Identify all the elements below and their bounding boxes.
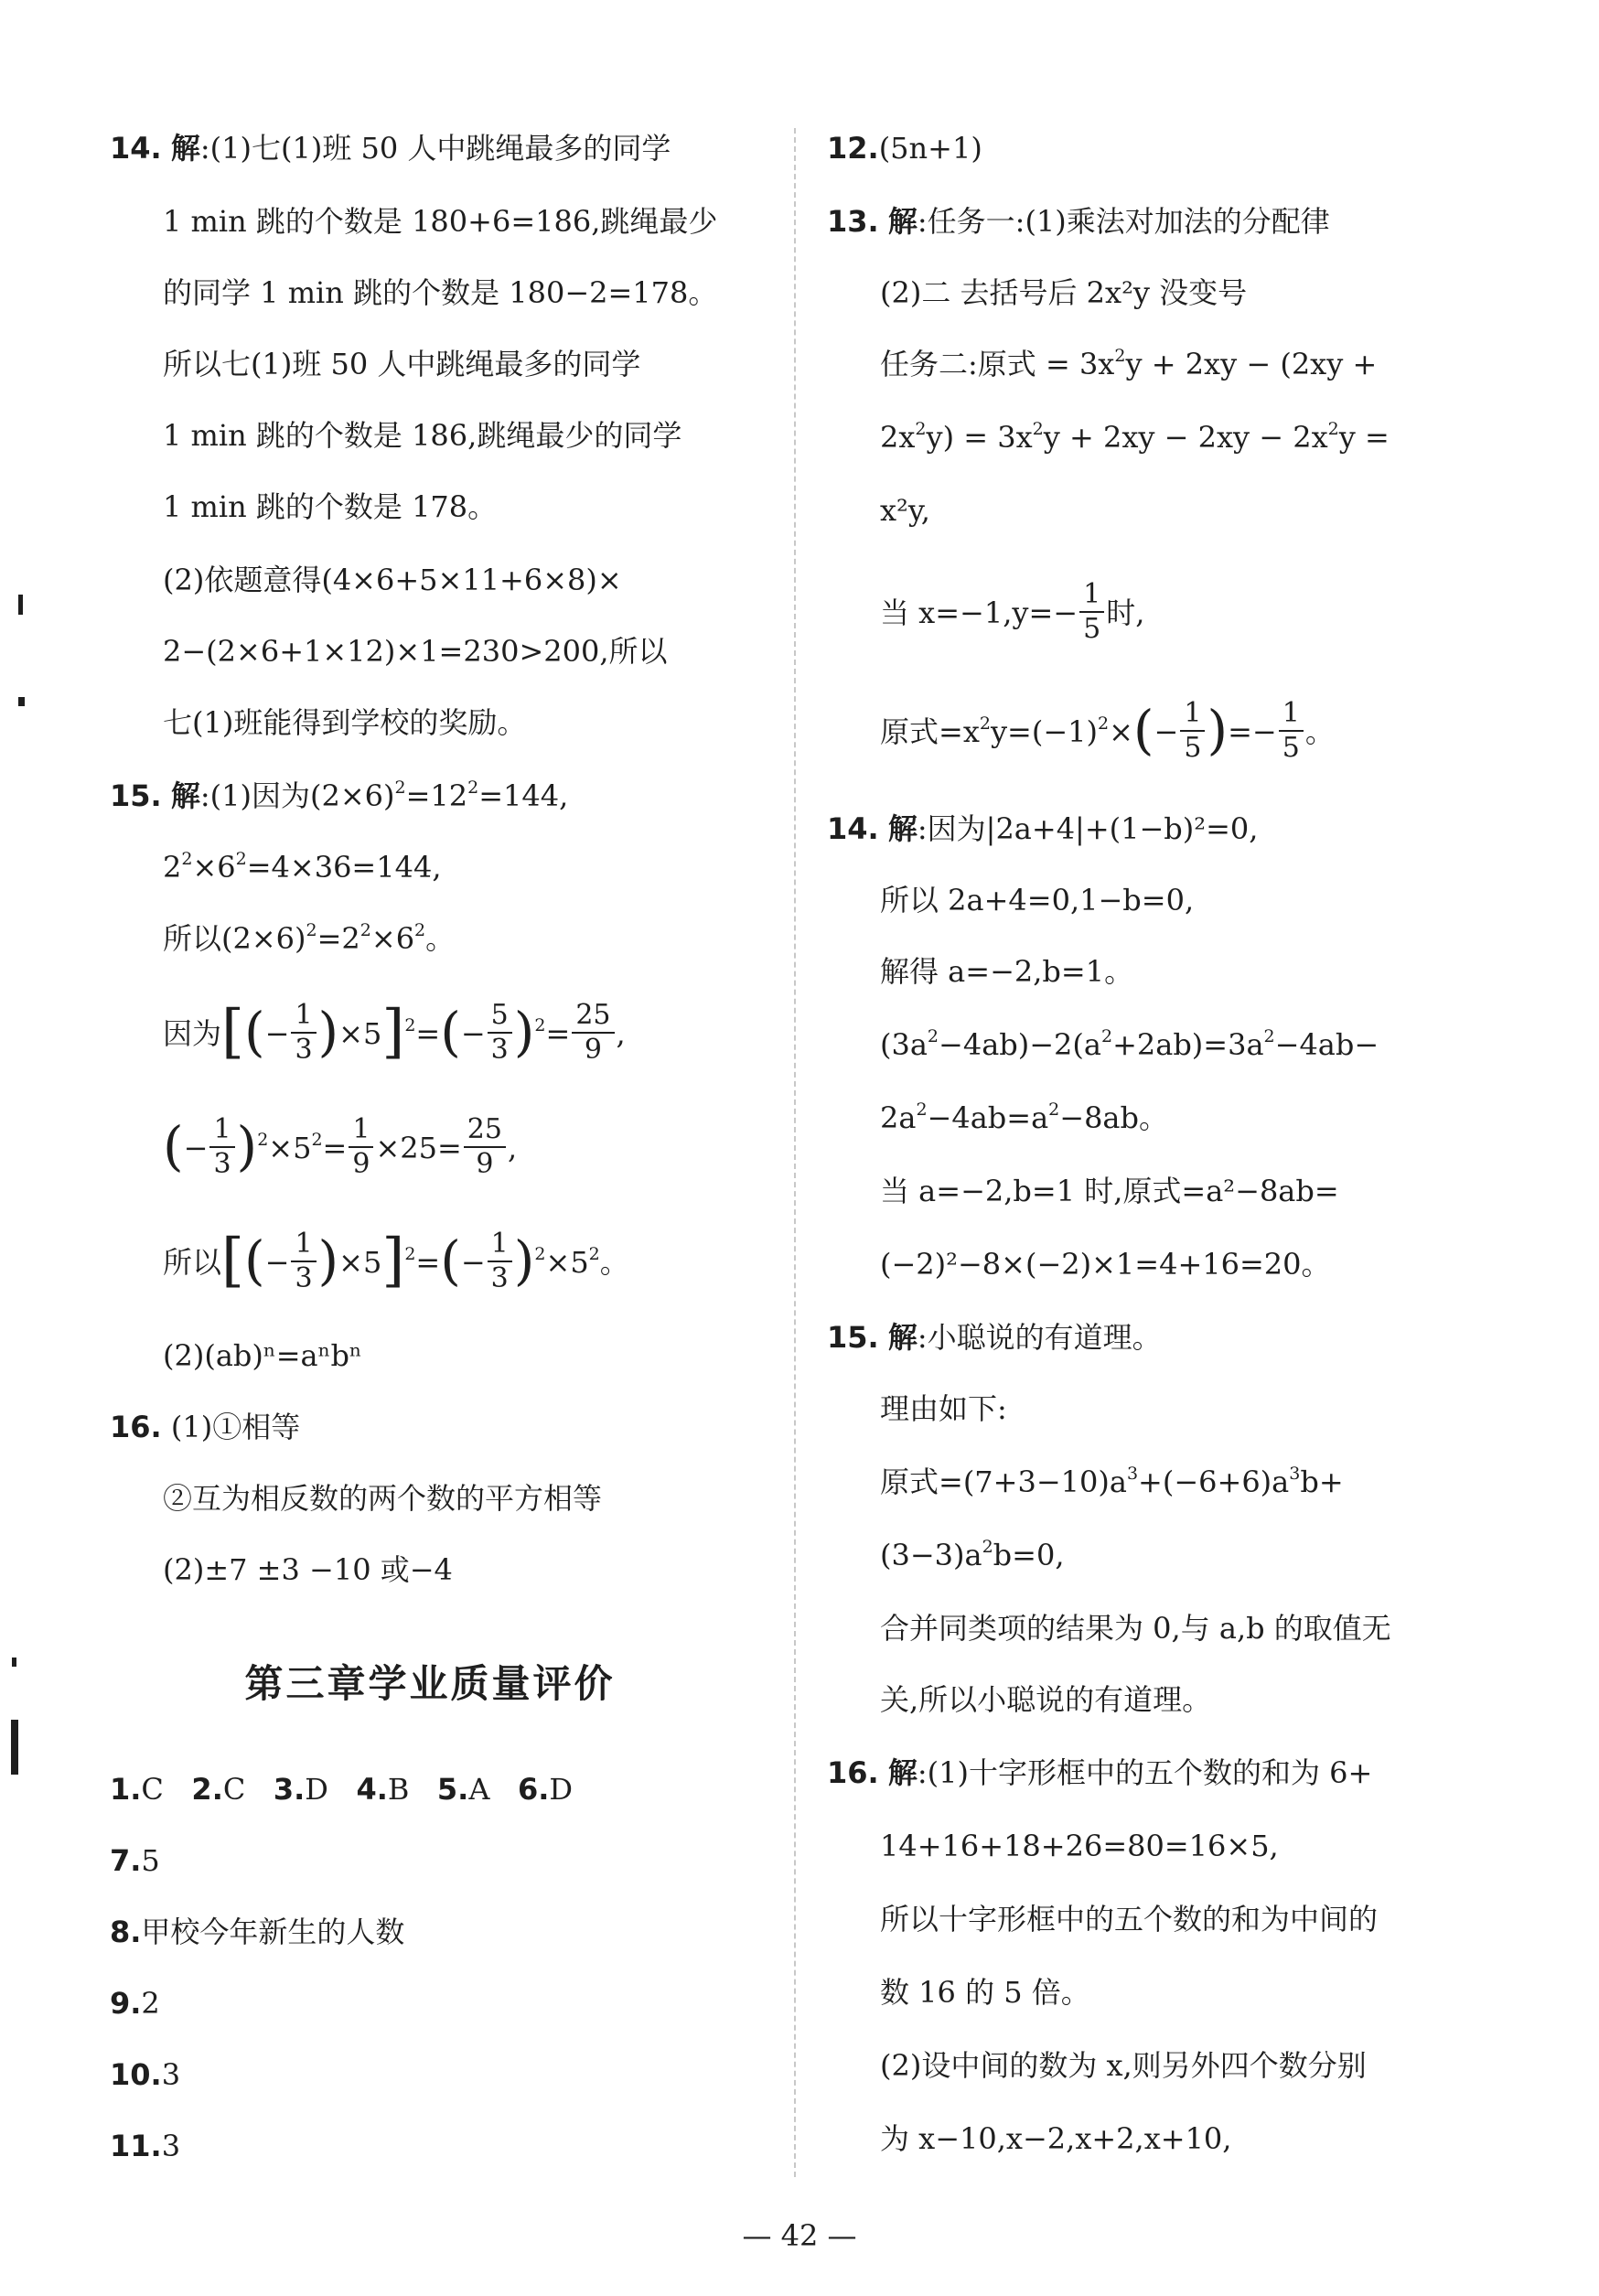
q15r-line-1: 15. 解:小聪说的有道理。 xyxy=(827,1320,1162,1355)
scan-mark xyxy=(18,697,25,706)
q15-part-2: (2)(ab)ⁿ=aⁿbⁿ xyxy=(163,1338,362,1373)
q16r-line-3: 所以十字形框中的五个数的和为中间的 xyxy=(880,1902,1379,1937)
q14-line-5: 1 min 跳的个数是 186,跳绳最少的同学 xyxy=(163,418,682,453)
q16-line-2: ②互为相反数的两个数的平方相等 xyxy=(163,1481,603,1516)
q16r-line-2: 14+16+18+26=80=16×5, xyxy=(880,1829,1279,1863)
fill-answer-8: 8.甲校今年新生的人数 xyxy=(110,1915,405,1949)
scan-mark xyxy=(11,1720,18,1775)
q16r-line-6: 为 x−10,x−2,x+2,x+10, xyxy=(880,2121,1232,2156)
q15-line-2: $2^2\times 6^2=4\times 36=144$, xyxy=(163,849,442,885)
q13-line-1: 13. 解:任务一:(1)乘法对加法的分配律 xyxy=(827,204,1330,239)
q16r-line-1: 16. 解:(1)十字形框中的五个数的和为 6+ xyxy=(827,1755,1373,1790)
q14-number: 14. xyxy=(110,131,162,166)
q14r-line-7: (−2)²−8×(−2)×1=4+16=20。 xyxy=(880,1247,1331,1282)
q15r-line-4: $(3-3)a^2b=0$, xyxy=(880,1537,1065,1572)
q14r-line-3: 解得 a=−2,b=1。 xyxy=(880,954,1134,989)
q14r-line-2: 所以 2a+4=0,1−b=0, xyxy=(880,883,1195,917)
q14r-line-1: 14. 解:因为|2a+4|+(1−b)²=0, xyxy=(827,811,1259,846)
q15-line-1: 15. 解:(1)因为$(2\times 6)^2=12^2=144$, xyxy=(110,778,569,813)
q14-line-3: 的同学 1 min 跳的个数是 180−2=178。 xyxy=(163,275,718,310)
fill-answer-9: 9.2 xyxy=(110,1986,160,2021)
q14-line-7: (2)依题意得(4×6+5×11+6×8)× xyxy=(163,563,622,597)
q14-line-6: 1 min 跳的个数是 178。 xyxy=(163,489,498,524)
fill-answer-7: 7.5 xyxy=(110,1843,160,1878)
q15r-line-3: 原式$=(7+3-10)a^3+(-6+6)a^3b+$ xyxy=(880,1464,1344,1499)
q14r-line-4: $(3a^2-4ab)-2(a^2+2ab)=3a^2-4ab-$ xyxy=(880,1026,1379,1062)
fill-answer-10: 10.3 xyxy=(110,2057,181,2092)
q16r-line-4: 数 16 的 5 倍。 xyxy=(880,1975,1090,2010)
fill-answer-11: 11.3 xyxy=(110,2129,181,2163)
page-number: — 42 — xyxy=(742,2218,857,2253)
scan-mark xyxy=(12,1658,16,1667)
q14-line-2: 1 min 跳的个数是 180+6=186,跳绳最少 xyxy=(163,204,718,239)
q16r-line-5: (2)设中间的数为 x,则另外四个数分别 xyxy=(880,2048,1367,2083)
q13-line-3: 任务二:原式 = $3x^2y + 2xy - (2xy$ + xyxy=(880,346,1378,381)
column-divider xyxy=(794,128,796,2177)
q13-line-2: (2)二 去括号后 2x²y 没变号 xyxy=(880,275,1248,310)
section-title: 第三章学业质量评价 xyxy=(244,1661,616,1706)
q15-line-3: 所以$(2\times 6)^2=2^2\times 6^2$。 xyxy=(163,920,456,956)
q13-line-6: 当 x=−1,y=− $\frac{1}{5}$ 时, xyxy=(880,577,1145,645)
q16-line-3: (2)±7 ±3 −10 或−4 xyxy=(163,1552,453,1587)
q15-line-5: (− $\frac{1}{3}$ )$^2\times 5^2=$ $\frac{1}{9}$ ×25= $\frac{25}{9}$ , xyxy=(163,1112,518,1180)
solution-label: 解 xyxy=(170,131,200,166)
q13-line-4: $2x^2y) = 3x^2y + 2xy - 2xy - 2x^2y$ = xyxy=(880,419,1390,455)
q14-line-9: 七(1)班能得到学校的奖励。 xyxy=(163,705,527,740)
q15-line-6: 所以[(− $\frac{1}{3}$ )×5]$^2$=(− $\frac{1}{3}$ )$^2\times 5^2$。 xyxy=(163,1226,629,1294)
q15r-line-5: 合并同类项的结果为 0,与 a,b 的取值无 xyxy=(880,1611,1391,1646)
q12-line: 12.(5n+1) xyxy=(827,131,982,166)
scan-mark xyxy=(18,595,23,615)
q16-line-1: 16. (1)①相等 xyxy=(110,1410,301,1444)
q15r-line-2: 理由如下: xyxy=(880,1391,1007,1426)
q14-line-8: 2−(2×6+1×12)×1=230>200,所以 xyxy=(163,634,668,669)
q13-line-5: x²y, xyxy=(880,493,930,528)
mc-answers: 1.C 2.C 3.D 4.B 5.A 6.D xyxy=(110,1772,574,1807)
q14r-line-5: $2a^2-4ab=a^2-8ab$。 xyxy=(880,1100,1168,1135)
q14-line-1: 14. 解:(1)七(1)班 50 人中跳绳最多的同学 xyxy=(110,131,671,166)
q14r-line-6: 当 a=−2,b=1 时,原式=a²−8ab= xyxy=(880,1174,1339,1208)
q15r-line-6: 关,所以小聪说的有道理。 xyxy=(880,1682,1212,1717)
q13-line-7: 原式$=x^2y=(-1)^2\times(-$ $\frac{1}{5}$ )=− $\frac{1}{5}$ 。 xyxy=(880,696,1335,764)
q14-line-4: 所以七(1)班 50 人中跳绳最多的同学 xyxy=(163,347,641,381)
q15-line-4: 因为[(− $\frac{1}{3}$ )×5]$^2$=(− $\frac{5}{3}$ )$^2$= $\frac{25}{9}$ , xyxy=(163,997,626,1066)
